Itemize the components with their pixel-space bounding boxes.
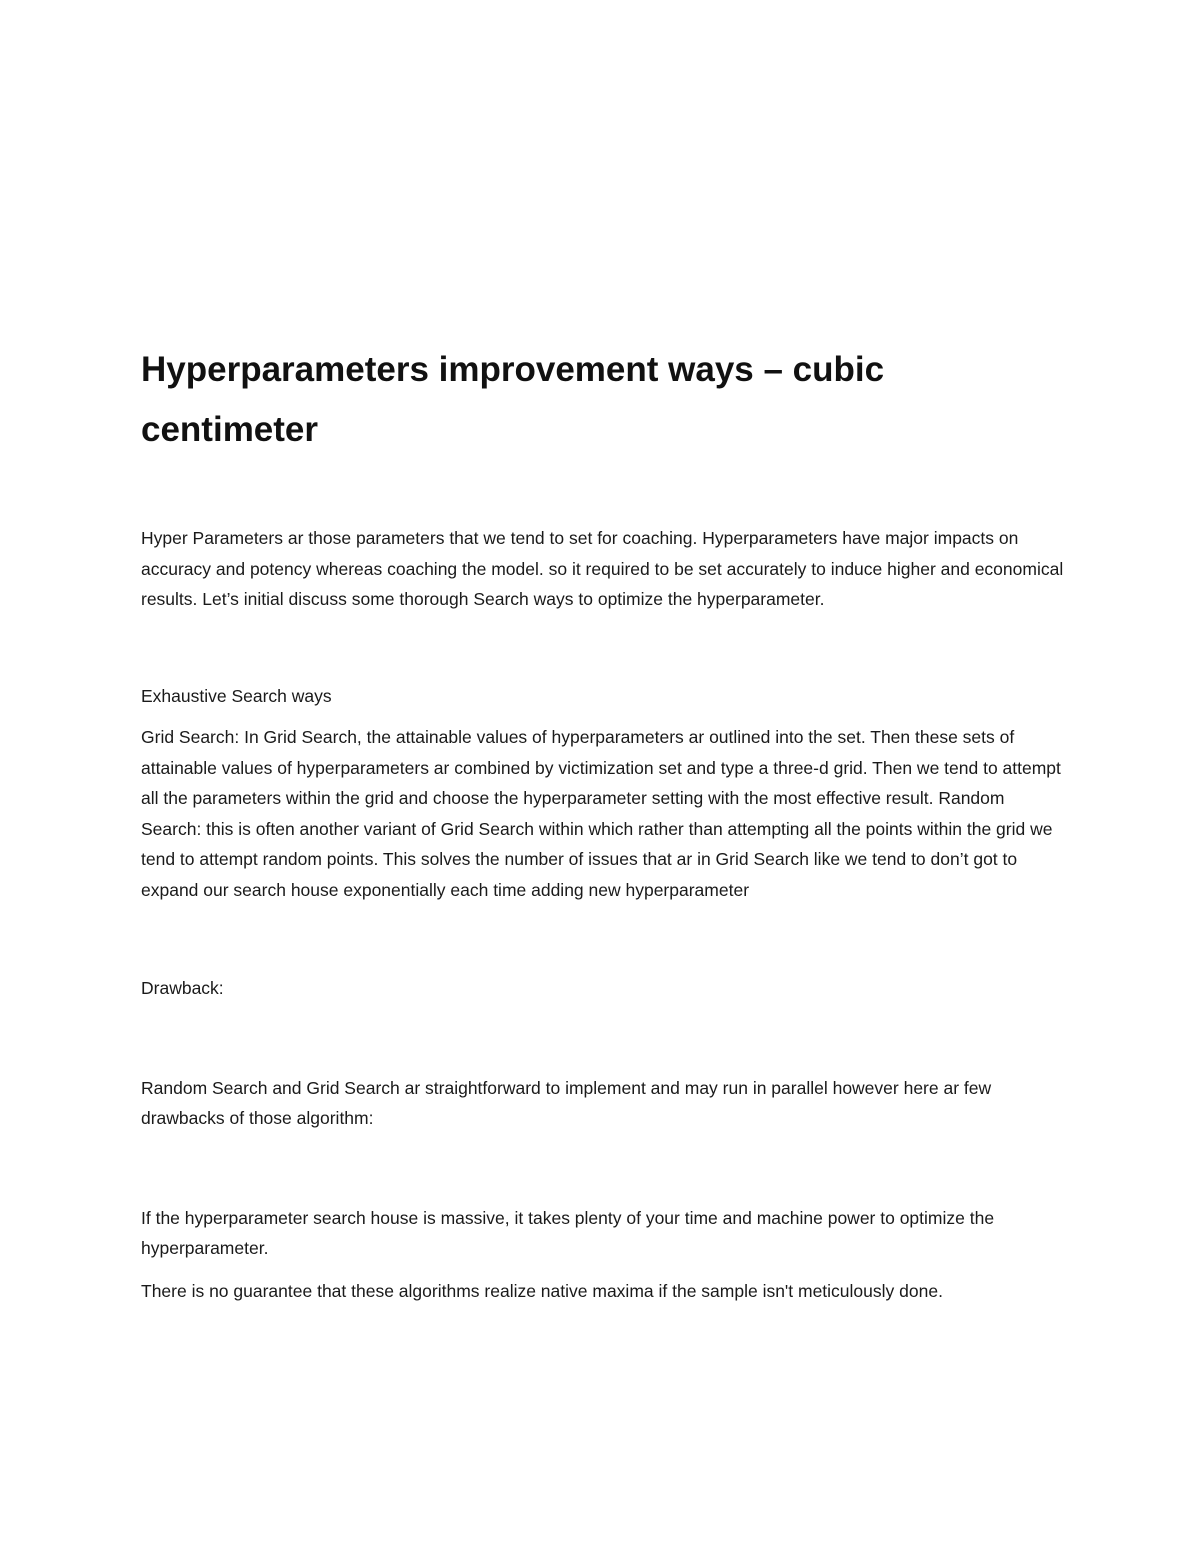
drawback-heading: Drawback:: [141, 978, 224, 998]
document-body: [141, 340, 1066, 1306]
document-title: Hyperparameters improvement ways – cubic centimeter: [141, 350, 885, 449]
grid-search-paragraph: Grid Search: In Grid Search, the attainable values of hyperparameters ar outlined into the set. Then these sets of attainable values of hyperparameters ar combined by victimization set and type a three-d grid. Then we tend to attempt all the parameters within the grid and choose the hyperparameter setting with the most effective result. Random Search: this is often another variant of Grid Search within which rather than attempting all the points within the grid we tend to attempt random points. This solves the number of issues that ar in Grid Search like we tend to don’t got to expand our search house exponentially each time adding new hyperparameter: [141, 727, 1061, 900]
random-grid-paragraph: Random Search and Grid Search ar straightforward to implement and may run in parallel however here ar few drawbacks of those algorithm:: [141, 1077, 992, 1128]
intro-paragraph: Hyper Parameters ar those parameters that we tend to set for coaching. Hyperparameters have major impacts on accuracy and potency whereas coaching the model. so it required to be set accurately to induce higher and economical results. Let’s initial discuss some thorough Search ways to optimize the hyperparameter.: [141, 528, 1064, 609]
issue-paragraph-1: If the hyperparameter search house is massive, it takes plenty of your time and machine power to optimize the hyperparameter.: [141, 1207, 995, 1258]
exhaustive-search-heading: Exhaustive Search ways: [141, 685, 332, 706]
issue-paragraph-2: There is no guarantee that these algorithms realize native maxima if the sample isn't meticulously done.: [141, 1280, 943, 1301]
